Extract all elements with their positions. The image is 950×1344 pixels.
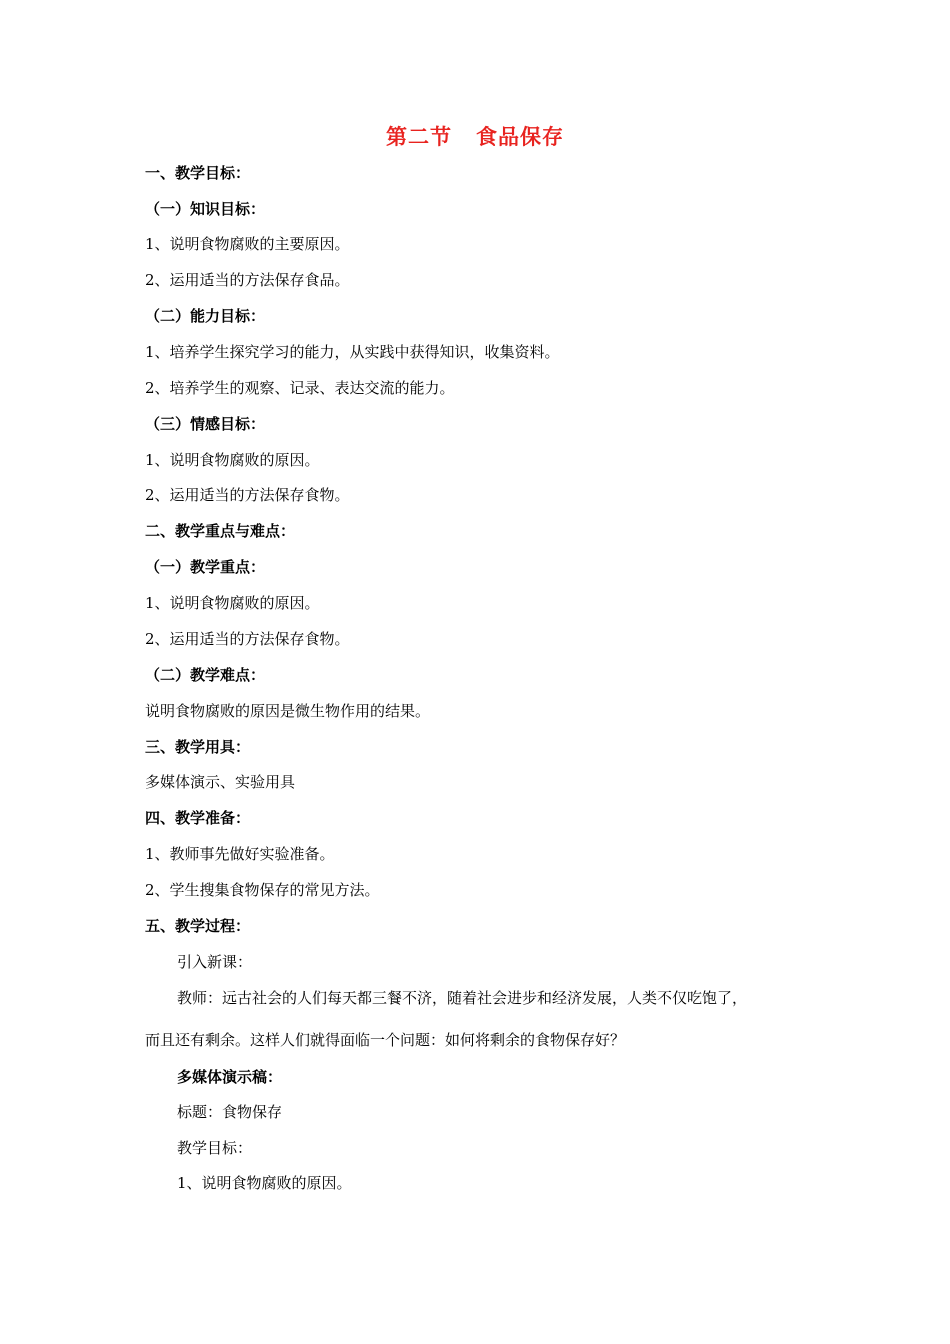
subheading-emotion-goals: （三）情感目标： — [145, 415, 266, 433]
multimedia-slides-heading: 多媒体演示稿： — [177, 1068, 283, 1086]
heading-teaching-process: 五、教学过程： — [145, 917, 251, 935]
focus-item-1: 1、说明食物腐败的原因。 — [145, 594, 320, 612]
subheading-knowledge-goals: （一）知识目标： — [145, 200, 266, 218]
subheading-ability-goals: （二）能力目标： — [145, 307, 266, 325]
preparation-item-1: 1、教师事先做好实验准备。 — [145, 845, 335, 863]
emotion-goal-1: 1、说明食物腐败的原因。 — [145, 451, 320, 469]
knowledge-goal-1: 1、说明食物腐败的主要原因。 — [145, 235, 350, 253]
slide-goal-1: 1、说明食物腐败的原因。 — [177, 1174, 352, 1192]
preparation-item-2: 2、学生搜集食物保存的常见方法。 — [145, 881, 380, 899]
page-title — [0, 122, 950, 152]
knowledge-goal-2: 2、运用适当的方法保存食品。 — [145, 271, 350, 289]
subheading-teaching-difficulty: （二）教学难点： — [145, 666, 266, 684]
teaching-tools-text: 多媒体演示、实验用具 — [145, 773, 296, 791]
slide-goals-label: 教学目标： — [177, 1139, 253, 1157]
intro-new-lesson: 引入新课： — [177, 953, 253, 971]
teacher-paragraph-line-1: 教师：远古社会的人们每天都三餐不济，随着社会进步和经济发展，人类不仅吃饱了， — [177, 989, 748, 1007]
slide-title-line: 标题：食物保存 — [177, 1103, 283, 1121]
heading-teaching-goals: 一、教学目标： — [145, 164, 251, 182]
difficulty-item: 说明食物腐败的原因是微生物作用的结果。 — [145, 702, 431, 720]
title-section-number: 第二节 — [386, 125, 452, 149]
ability-goal-2: 2、培养学生的观察、记录、表达交流的能力。 — [145, 379, 455, 397]
focus-item-2: 2、运用适当的方法保存食物。 — [145, 630, 350, 648]
title-topic: 食品保存 — [476, 125, 564, 149]
heading-key-points: 二、教学重点与难点： — [145, 522, 296, 540]
teacher-paragraph-line-2: 而且还有剩余。这样人们就得面临一个问题：如何将剩余的食物保存好？ — [145, 1031, 626, 1049]
heading-teaching-preparation: 四、教学准备： — [145, 809, 251, 827]
subheading-teaching-focus: （一）教学重点： — [145, 558, 266, 576]
emotion-goal-2: 2、运用适当的方法保存食物。 — [145, 486, 350, 504]
ability-goal-1: 1、培养学生探究学习的能力，从实践中获得知识，收集资料。 — [145, 343, 560, 361]
heading-teaching-tools: 三、教学用具： — [145, 738, 251, 756]
